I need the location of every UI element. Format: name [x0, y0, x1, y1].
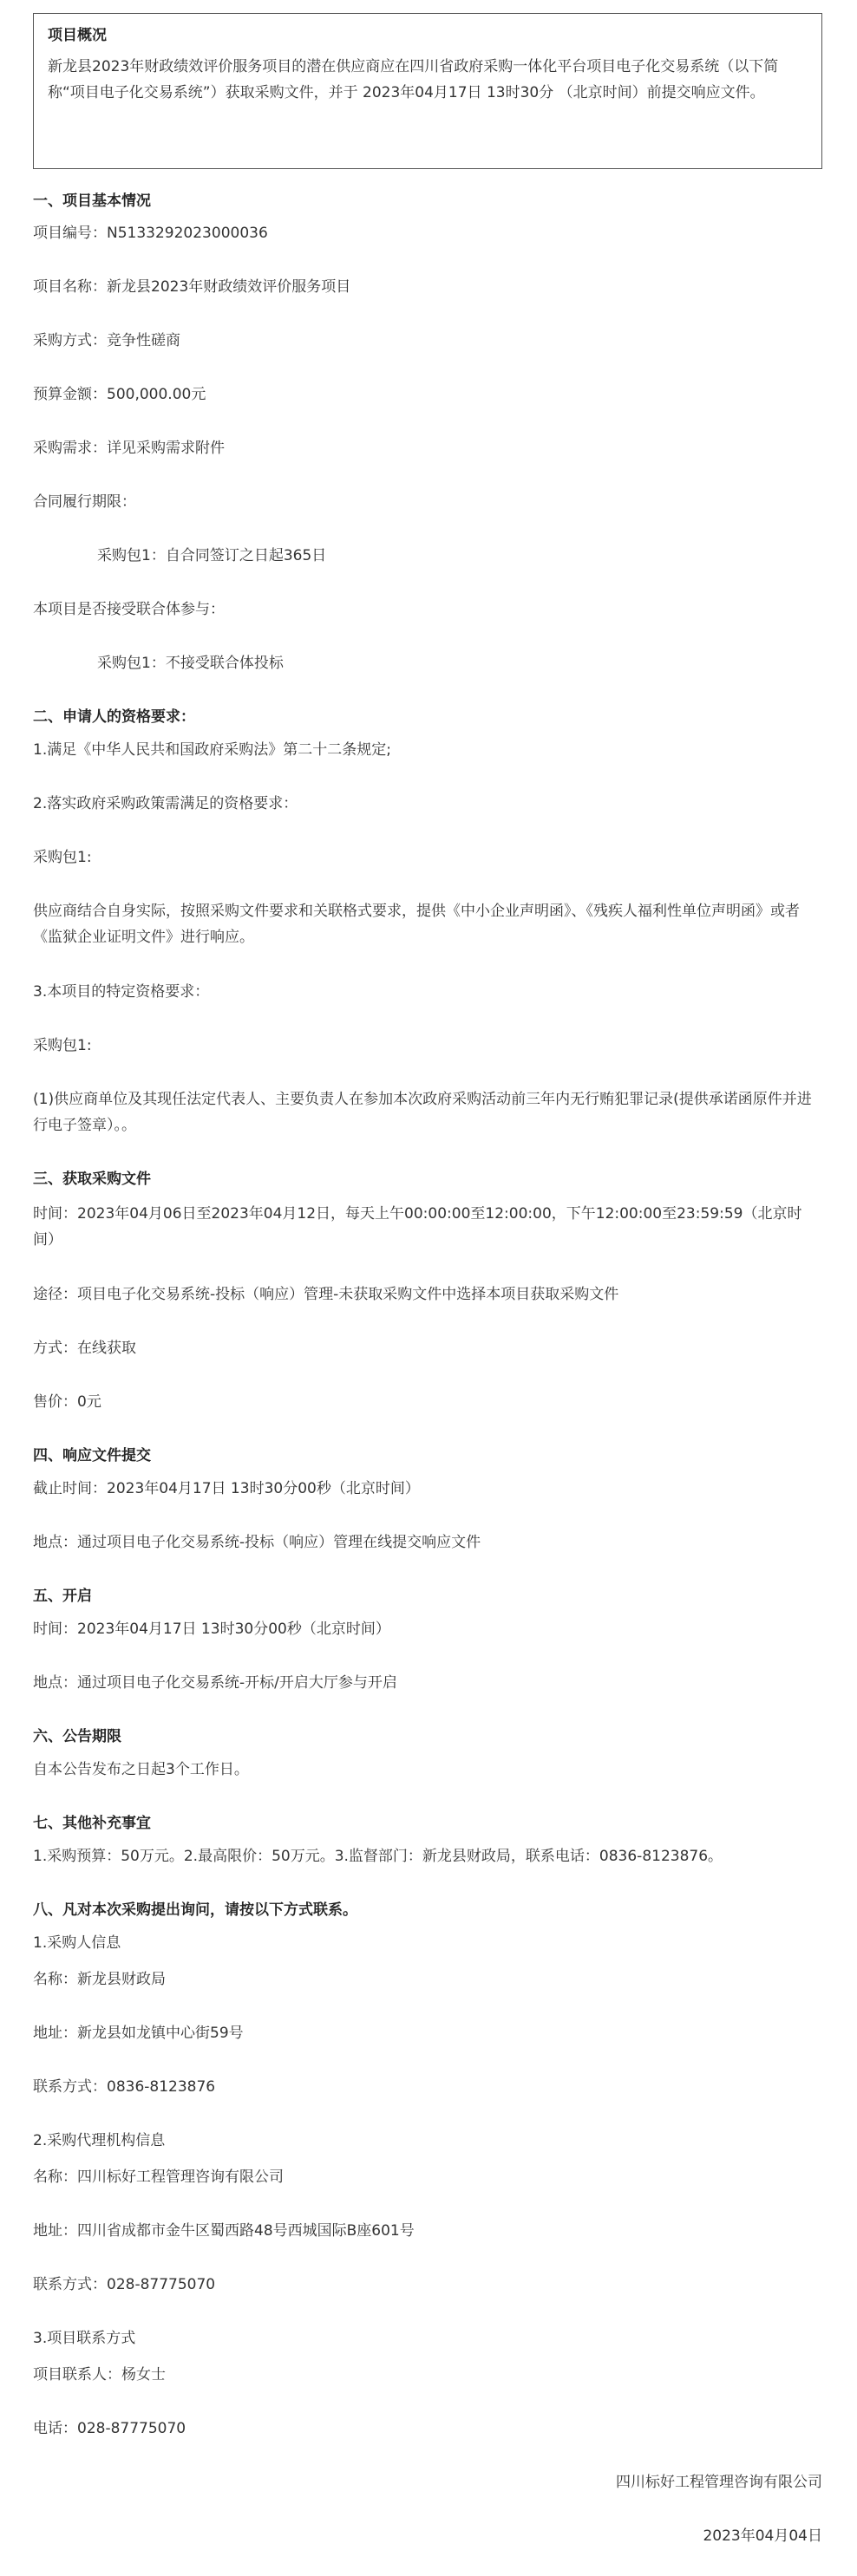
- acquire-time: 时间：2023年04月06日至2023年04月12日，每天上午00:00:00至12:00:00，下午12:00:00至23:59:59（北京时间）: [33, 1205, 802, 1249]
- notice-period-text: 自本公告发布之日起3个工作日。: [33, 1761, 249, 1778]
- purchaser-name: 名称：新龙县财政局: [33, 1971, 166, 1988]
- purchaser-address: 地址：新龙县如龙镇中心街59号: [33, 2025, 244, 2042]
- section4-heading: 四、响应文件提交: [33, 1447, 151, 1464]
- qualification-item-2: 2.落实政府采购政策需满足的资格要求：: [33, 795, 298, 812]
- purchaser-info-title: 1.采购人信息: [33, 1934, 121, 1952]
- purchaser-phone: 联系方式：0836-8123876: [33, 2078, 216, 2096]
- consortium-label: 本项目是否接受联合体参与：: [33, 601, 225, 618]
- section2-heading: 二、申请人的资格要求：: [33, 708, 195, 726]
- contract-period-package: 采购包1：自合同签订之日起365日: [97, 547, 327, 564]
- budget-amount: 预算金额：500,000.00元: [33, 386, 206, 403]
- overview-box: [33, 13, 822, 169]
- opening-place: 地点：通过项目电子化交易系统-开标/开启大厅参与开启: [33, 1674, 397, 1692]
- submission-deadline: 截止时间：2023年04月17日 13时30分00秒（北京时间）: [33, 1480, 420, 1497]
- acquire-route: 途径：项目电子化交易系统-投标（响应）管理-未获取采购文件中选择本项目获取采购文件: [33, 1286, 619, 1303]
- overview-text: 新龙县2023年财政绩效评价服务项目的潜在供应商应在四川省政府采购一体化平台项目电子化交易系统（以下简称“项目电子化交易系统”）获取采购文件，并于 2023年04月17日 13时30分 （北京时间）前提交响应文件。: [48, 58, 779, 101]
- section7-heading: 七、其他补充事宜: [33, 1815, 151, 1832]
- project-number: 项目编号：N5133292023000036: [33, 225, 268, 242]
- contract-period-label: 合同履行期限：: [33, 493, 136, 511]
- agency-name: 名称：四川标好工程管理咨询有限公司: [33, 2168, 284, 2186]
- footer-date: 2023年04月04日: [703, 2527, 822, 2545]
- policy-requirement-text: 供应商结合自身实际，按照采购文件要求和关联格式要求，提供《中小企业声明函》、《残疾人福利性单位声明函》或者《监狱企业证明文件》进行响应。: [33, 903, 800, 946]
- section3-heading: 三、获取采购文件: [33, 1171, 151, 1188]
- section5-heading: 五、开启: [33, 1588, 92, 1605]
- supplementary-text: 1.采购预算：50万元。2.最高限价：50万元。3.监督部门：新龙县财政局，联系电话：0836-8123876。: [33, 1848, 723, 1865]
- footer-company: 四川标好工程管理咨询有限公司: [616, 2474, 822, 2491]
- package-label: 采购包1:: [33, 1037, 92, 1054]
- agency-info-title: 2.采购代理机构信息: [33, 2132, 166, 2149]
- section6-heading: 六、公告期限: [33, 1728, 121, 1745]
- opening-time: 时间：2023年04月17日 13时30分00秒（北京时间）: [33, 1621, 390, 1638]
- procurement-demand: 采购需求：详见采购需求附件: [33, 440, 225, 457]
- overview-title: 项目概况: [48, 27, 107, 44]
- section8-heading: 八、凡对本次采购提出询问，请按以下方式联系。: [33, 1901, 357, 1919]
- agency-address: 地址：四川省成都市金牛区蜀西路48号西城国际B座601号: [33, 2222, 415, 2240]
- special-requirement-text: (1)供应商单位及其现任法定代表人、主要负责人在参加本次政府采购活动前三年内无行贿犯罪记录(提供承诺函原件并进行电子签章）。。: [33, 1091, 812, 1134]
- section1-heading: 一、项目基本情况: [33, 192, 151, 210]
- agency-phone: 联系方式：028-87775070: [33, 2276, 216, 2293]
- project-contact-phone: 电话：028-87775070: [33, 2420, 186, 2437]
- acquire-mode: 方式：在线获取: [33, 1340, 136, 1357]
- submission-place: 地点：通过项目电子化交易系统-投标（响应）管理在线提交响应文件: [33, 1534, 481, 1551]
- consortium-package: 采购包1：不接受联合体投标: [97, 655, 284, 672]
- project-contact-title: 3.项目联系方式: [33, 2330, 136, 2347]
- qualification-item-1: 1.满足《中华人民共和国政府采购法》第二十二条规定;: [33, 741, 391, 759]
- project-name: 项目名称：新龙县2023年财政绩效评价服务项目: [33, 278, 351, 296]
- procurement-method: 采购方式：竞争性磋商: [33, 332, 180, 349]
- project-contact-person: 项目联系人：杨女士: [33, 2366, 166, 2384]
- package-label: 采购包1:: [33, 849, 92, 866]
- qualification-item-3: 3.本项目的特定资格要求：: [33, 983, 210, 1001]
- acquire-price: 售价：0元: [33, 1393, 101, 1411]
